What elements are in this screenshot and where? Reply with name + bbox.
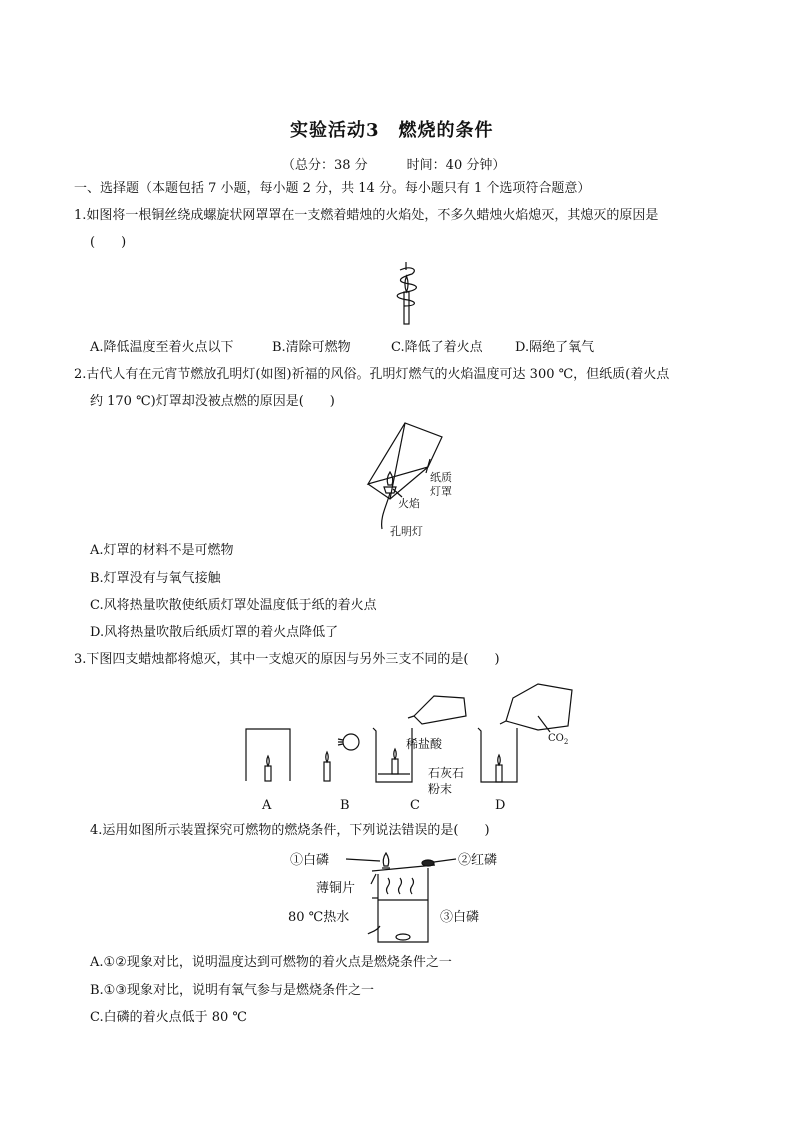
q3-a-flame (267, 756, 269, 766)
q4-leader-p2 (434, 859, 456, 862)
q1-stem-line1: 1.如图将一根铜丝绕成螺旋状网罩罩在一支燃着蜡烛的火焰处，不多久蜡烛火焰熄灭，其熄灭的原因是 (74, 208, 659, 223)
q2-stem-line2: 约 170 ℃)灯罩却没被点燃的原因是( ) (90, 394, 335, 409)
q3-d-candle (496, 765, 502, 782)
q2-option-d: D.风将热量吹散后纸质灯罩的着火点降低了 (90, 625, 339, 640)
q3-label-limestone2: 粉末 (428, 782, 453, 796)
q1-copper-coil-figure (388, 262, 428, 328)
q3-d-bottle-neck (500, 721, 506, 724)
q4-white-phosphorus-flame (383, 853, 389, 866)
q1-stem-line2: ( ) (90, 235, 127, 250)
q4-white-phosphorus-3 (396, 934, 410, 940)
q3-c-acid-bottle (414, 696, 466, 724)
q2-string (382, 493, 390, 529)
q1-option-a: A.降低温度至着火点以下 (90, 340, 234, 355)
q4-stem: 4.运用如图所示装置探究可燃物的燃烧条件，下列说法错误的是( ) (90, 823, 490, 838)
q3-label-a: A (262, 798, 272, 813)
q4-apparatus-figure (280, 844, 520, 948)
q1-option-b: B.清除可燃物 (272, 340, 351, 355)
q3-c-candle (392, 759, 398, 774)
q2-label-paper1: 纸质 (430, 471, 452, 484)
q4-option-b: B.①③现象对比，说明有氧气参与是燃烧条件之一 (90, 983, 374, 998)
q4-leader-copper (371, 874, 376, 884)
q4-label-copper: 薄铜片 (316, 881, 356, 896)
q4-option-a: A.①②现象对比，说明温度达到可燃物的着火点是燃烧条件之一 (90, 955, 452, 970)
q2-option-c: C.风将热量吹散使纸质灯罩处温度低于纸的着火点 (90, 598, 377, 613)
q3-b-breath (338, 739, 343, 745)
q2-label-paper2: 灯罩 (430, 485, 452, 498)
q3-d-co2-bottle (506, 684, 572, 730)
q3-label-co2: $CO_2$ (548, 733, 569, 746)
q4-red-phosphorus (422, 860, 434, 866)
q2-option-b: B.灯罩没有与氧气接触 (90, 571, 221, 586)
q1-option-c: C.降低了着火点 (391, 340, 483, 355)
q3-candles-figure (238, 676, 583, 816)
q3-label-limestone1: 石灰石 (428, 766, 465, 780)
q3-c-acid-spout (408, 716, 414, 718)
q3-c-flame (394, 749, 396, 759)
q4-steam (387, 878, 414, 894)
q1-coil (397, 268, 416, 306)
q4-label-p2: ②红磷 (458, 853, 498, 868)
q3-b-candle (324, 762, 330, 781)
q1-candle (404, 292, 409, 324)
q4-label-water: 80 ℃热水 (288, 910, 350, 925)
q4-label-p3: ③白磷 (440, 910, 480, 925)
q3-stem: 3.下图四支蜡烛都将熄灭，其中一支熄灭的原因与另外三支不同的是( ) (74, 652, 500, 667)
q3-label-c: C (410, 798, 420, 813)
q3-b-flame (326, 752, 328, 762)
q3-label-b: B (340, 798, 350, 813)
q3-b-person-head (343, 734, 359, 750)
q4-label-p1: ①白磷 (290, 853, 330, 868)
exam-meta: （总分：38 分 时间：40 分钟） (282, 158, 506, 173)
q4-option-c: C.白磷的着火点低于 80 ℃ (90, 1010, 247, 1025)
q1-option-d: D.隔绝了氧气 (515, 340, 595, 355)
page-title: 实验活动3 燃烧的条件 (290, 120, 494, 141)
q4-leader-p1 (346, 859, 380, 861)
q2-option-a: A.灯罩的材料不是可燃物 (90, 543, 234, 558)
q3-label-acid: 稀盐酸 (406, 737, 443, 751)
q2-stem-line1: 2.古代人有在元宵节燃放孔明灯(如图)祈福的风俗。孔明灯燃气的火焰温度可达 300 ℃，但纸质(着火点 (74, 367, 670, 382)
q3-label-d: D (495, 798, 506, 813)
section-heading: 一、选择题（本题包括 7 小题，每小题 2 分，共 14 分。每小题只有 1 个选项符合题意） (74, 181, 591, 196)
q4-beaker (378, 868, 428, 942)
q2-lantern-figure (360, 417, 470, 542)
q3-d-beaker (478, 728, 517, 782)
q2-label-flame: 火焰 (398, 497, 420, 510)
q3-d-flame (498, 755, 500, 765)
q3-a-candle (265, 766, 271, 781)
q2-label-lantern: 孔明灯 (390, 525, 423, 538)
